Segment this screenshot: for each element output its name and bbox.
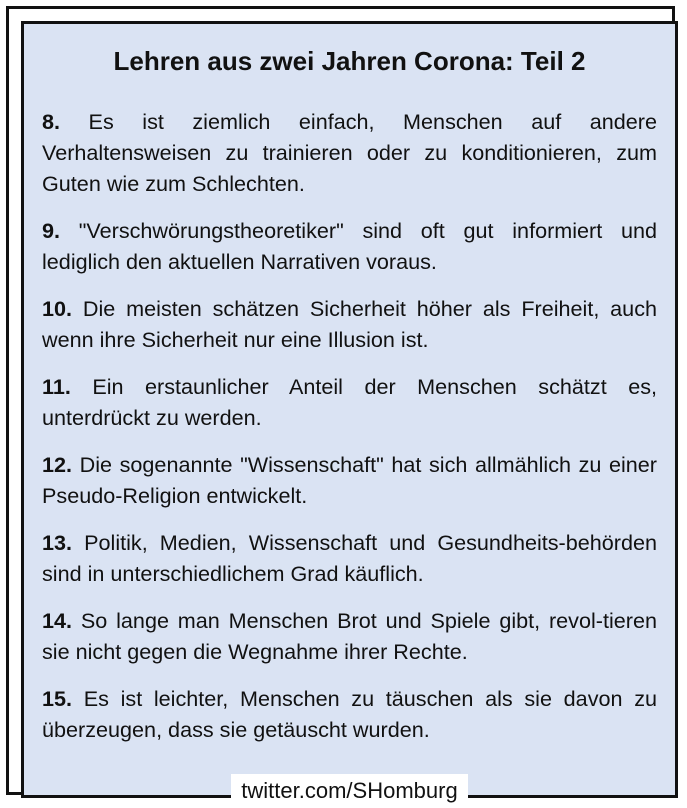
lesson-item bbox=[42, 293, 657, 355]
lesson-text: Es ist leichter, Menschen zu täuschen als sie davon zu überzeugen, dass sie getäuscht wurden. bbox=[42, 686, 657, 742]
lesson-number: 8. bbox=[42, 109, 61, 134]
lesson-number: 9. bbox=[42, 218, 61, 243]
lesson-item bbox=[42, 371, 657, 433]
card-title: Lehren aus zwei Jahren Corona: Teil 2 bbox=[113, 46, 586, 76]
lesson-number: 14. bbox=[42, 608, 73, 633]
lesson-text: Es ist ziemlich einfach, Menschen auf andere Verhaltensweisen zu trainieren oder zu konditionieren, zum Guten wie zum Schlechten. bbox=[42, 109, 657, 196]
lesson-text: Die meisten schätzen Sicherheit höher als Freiheit, auch wenn ihre Sicherheit nur eine Illusion ist. bbox=[42, 296, 657, 352]
lesson-item bbox=[42, 605, 657, 667]
lesson-number: 10. bbox=[42, 296, 73, 321]
lesson-number: 12. bbox=[42, 452, 73, 477]
outer-frame bbox=[6, 6, 675, 803]
footer bbox=[24, 774, 675, 808]
content-card bbox=[21, 21, 678, 803]
lesson-text: So lange man Menschen Brot und Spiele gibt, revol-tieren sie nicht gegen die Wegnahme ihrer Rechte. bbox=[42, 608, 657, 664]
lesson-item bbox=[42, 527, 657, 589]
lesson-item bbox=[42, 683, 657, 745]
lesson-item bbox=[42, 449, 657, 511]
lesson-number: 11. bbox=[42, 374, 71, 399]
lesson-text: Ein erstaunlicher Anteil der Menschen schätzt es, unterdrückt zu werden. bbox=[42, 374, 657, 430]
lesson-item bbox=[42, 215, 657, 277]
lesson-text: "Verschwörungstheoretiker" sind oft gut informiert und lediglich den aktuellen Narrativen voraus. bbox=[42, 218, 658, 274]
lesson-list bbox=[42, 106, 657, 761]
lesson-number: 15. bbox=[42, 686, 73, 711]
twitter-handle: twitter.com/SHomburg bbox=[231, 774, 467, 808]
lesson-item bbox=[42, 106, 657, 199]
lesson-text: Die sogenannte "Wissenschaft" hat sich allmählich zu einer Pseudo-Religion entwickelt. bbox=[42, 452, 657, 508]
lesson-text: Politik, Medien, Wissenschaft und Gesundheits-behörden sind in unterschiedlichem Grad käuflich. bbox=[42, 530, 658, 586]
lesson-number: 13. bbox=[42, 530, 73, 555]
